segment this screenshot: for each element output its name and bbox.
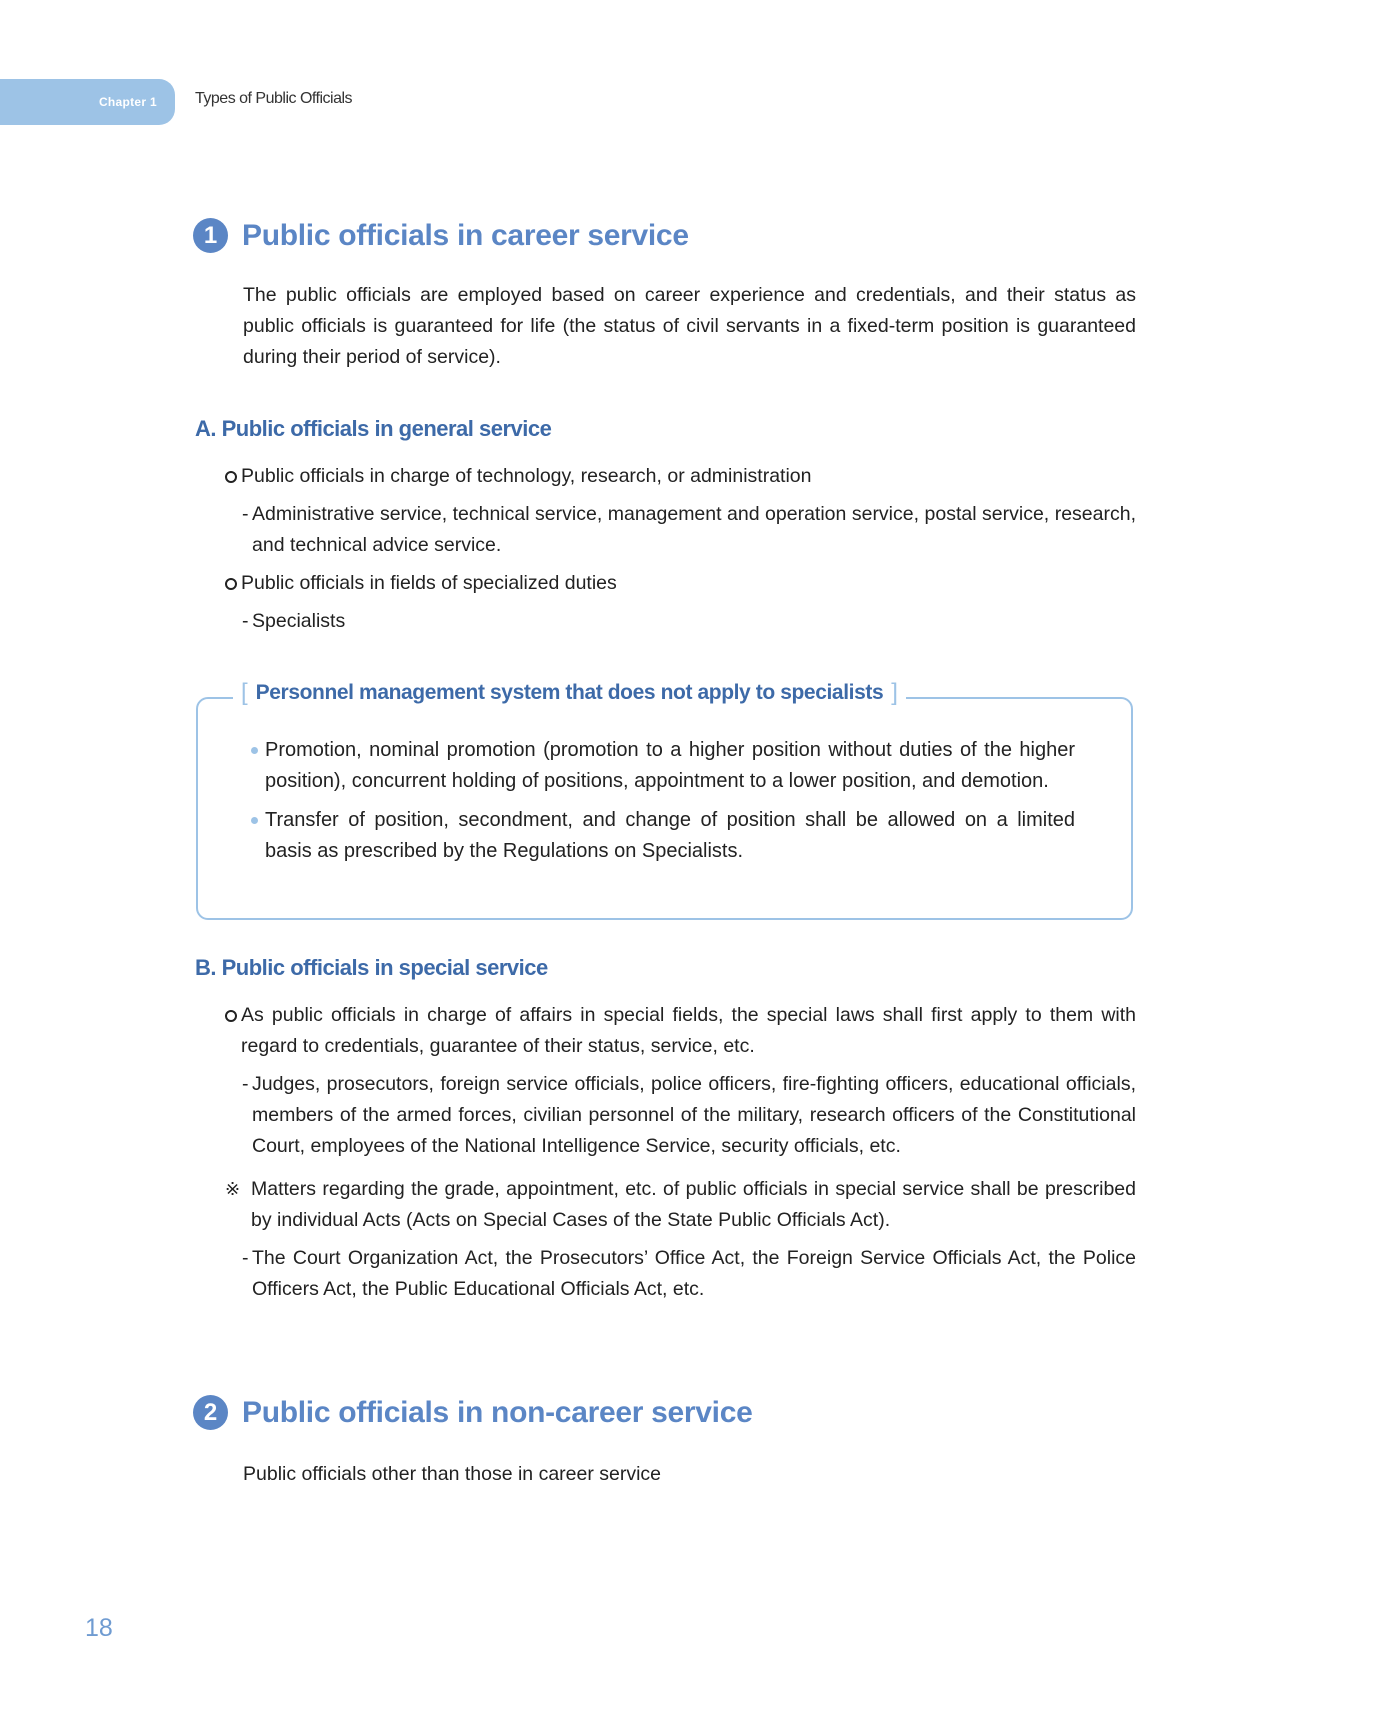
box-bullet-item [251,735,1075,797]
running-title: Types of Public Officials [195,90,353,107]
left-bracket-icon: [ [241,679,248,706]
section-career-paragraph: The public officials are employed based on career experience and credentials, and their status as public officials is guaranteed for life (the status of civil servants in a fixed-term position is guaranteed during their period of service). [243,284,1136,368]
list-subitem [225,499,1136,561]
list-subitem-text: The Court Organization Act, the Prosecutors’ Office Act, the Foreign Service Officials Act, the Police Officers Act, the Public Educational Officials Act, etc. [252,1247,1136,1300]
box-title: Personnel management system that does not apply to specialists [255,681,884,704]
list-subitem-text: Administrative service, technical service, management and operation service, postal service, research, and technical advice service. [252,503,1136,556]
list-item [225,568,1136,599]
right-bracket-icon: ] [891,679,898,706]
list-item [225,461,1136,492]
list-subitem [225,1243,1136,1305]
subsection-title-general: A. Public officials in general service [195,416,552,441]
chapter-tab [0,79,175,125]
dash-bullet-icon: - [242,503,249,525]
list-subitem-text: Judges, prosecutors, foreign service officials, police officers, fire-fighting officers, educational officials, members of the armed forces, civilian personnel of the military, research officers of the Constitutional Court, employees of the National Intelligence Service, security officials, etc. [252,1073,1136,1157]
note-item [225,1174,1136,1236]
box-bullet-list [251,735,1075,875]
dash-bullet-icon: - [242,1247,249,1269]
number-two-icon: 2 [193,1395,228,1430]
section-heading-career [193,218,689,253]
section-title-career: Public officials in career service [242,218,689,252]
section-non-career-paragraph: Public officials other than those in career service [243,1463,662,1485]
circle-bullet-icon [225,578,237,590]
box-bullet-text: Transfer of position, secondment, and change of position shall be allowed on a limited basis as prescribed by the Regulations on Specialists. [265,809,1075,862]
special-service-list [225,1000,1136,1305]
section-heading-non-career [193,1395,752,1430]
note-text: Matters regarding the grade, appointment, etc. of public officials in special service shall be prescribed by individual Acts (Acts on Special Cases of the State Public Officials Act). [251,1178,1136,1231]
box-title-wrap [233,679,906,707]
list-subitem [225,1069,1136,1162]
list-item [225,1000,1136,1062]
page-number: 18 [85,1614,113,1642]
subsection-title-special: B. Public officials in special service [195,955,548,980]
general-service-list [225,461,1136,637]
specialists-info-box [196,679,1133,920]
list-item-text: Public officials in fields of specialized duties [241,572,617,594]
dash-bullet-icon: - [242,610,249,632]
number-one-icon: 1 [193,218,228,253]
section-title-non-career: Public officials in non-career service [242,1395,753,1429]
circle-bullet-icon [225,1010,237,1022]
dash-bullet-icon: - [242,1073,249,1095]
chapter-tab-label: Chapter 1 [98,95,157,109]
list-item-text: Public officials in charge of technology, research, or administration [241,465,812,487]
dot-bullet-icon [251,817,258,824]
list-item-text: As public officials in charge of affairs in special fields, the special laws shall first apply to them with regard to credentials, guarantee of their status, service, etc. [241,1004,1136,1057]
box-bullet-item [251,805,1075,867]
list-subitem-text: Specialists [252,610,346,632]
circle-bullet-icon [225,471,237,483]
box-bullet-text: Promotion, nominal promotion (promotion to a higher position without duties of the higher position), concurrent holding of positions, appointment to a lower position, and demotion. [265,739,1075,792]
list-subitem [225,606,1136,637]
reference-mark-icon: ※ [225,1179,241,1199]
dot-bullet-icon [251,747,258,754]
